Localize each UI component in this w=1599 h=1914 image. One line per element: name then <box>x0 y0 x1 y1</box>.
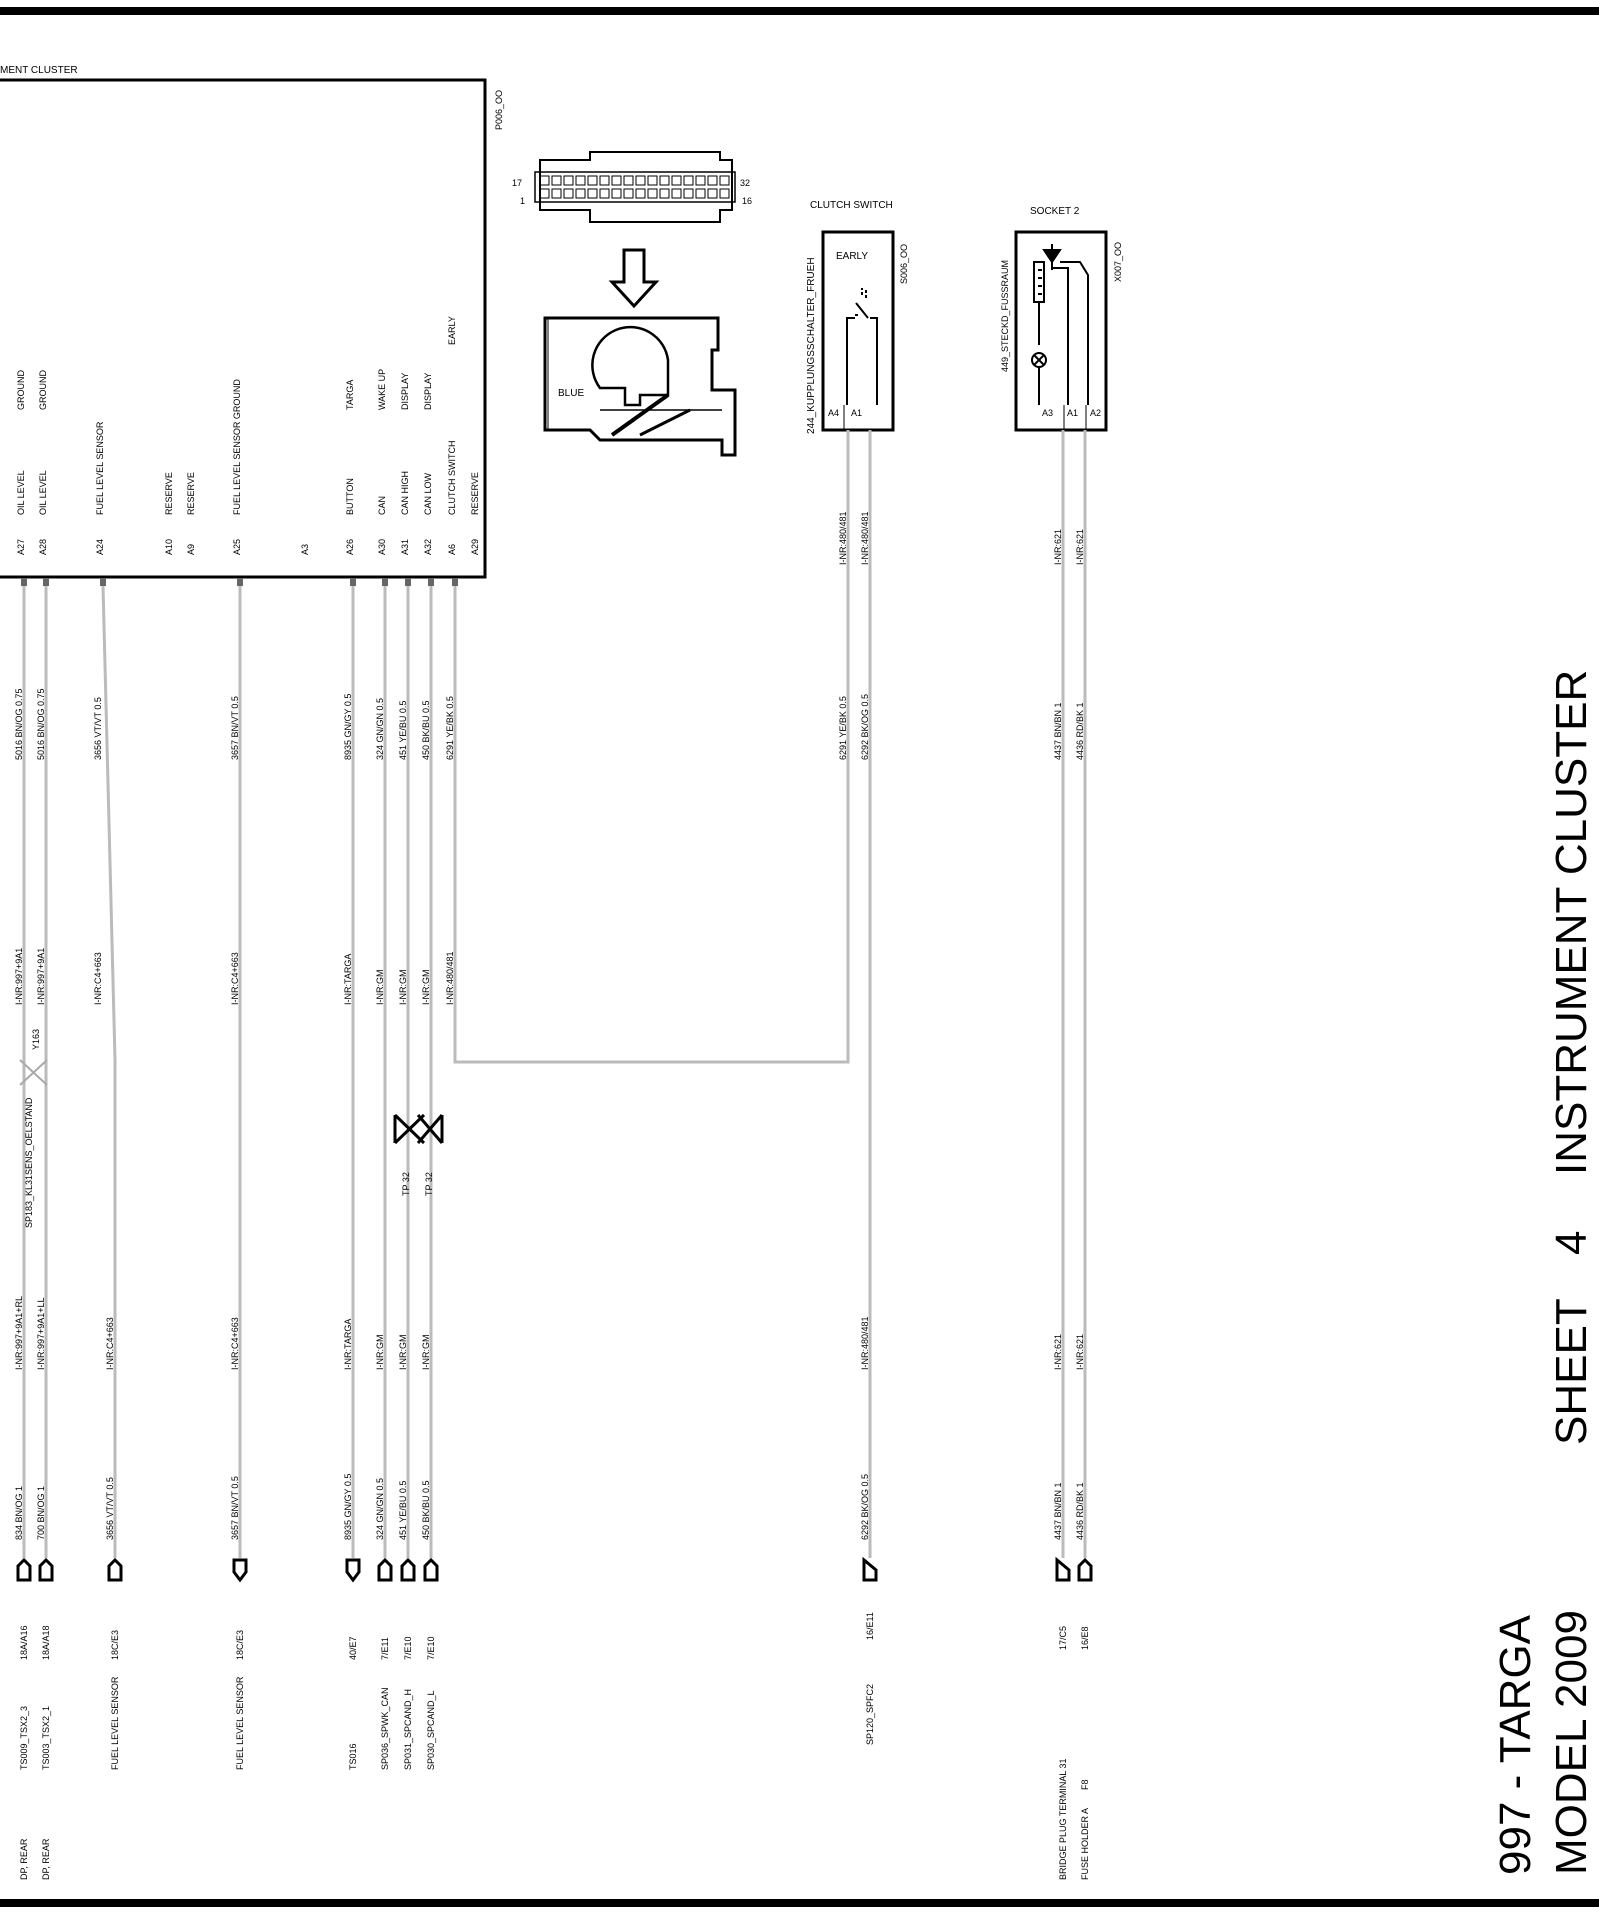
wire-option-upper: I-NR:TARGA <box>343 953 353 1005</box>
cluster-pin-id: A26 <box>345 538 355 555</box>
wire-reference: 16/E11 <box>865 1612 875 1640</box>
wire-id-upper: 451 YE/BU 0.5 <box>398 700 408 760</box>
wire-destination: FUSE HOLDER A <box>1080 1807 1090 1880</box>
connector-cavity <box>684 176 693 185</box>
clutch-switch-name: 244_KUPPLUNGSSCHALTER_FRUEH <box>806 257 817 434</box>
cluster-pin-id: A28 <box>38 538 48 555</box>
cluster-pin-id: A32 <box>423 538 433 555</box>
wire-option-lower: I-NR:480/481 <box>860 1316 870 1370</box>
connector-cavity <box>672 189 681 198</box>
wire-destination-prefix: DP, REAR <box>19 1838 29 1880</box>
model-line-2: MODEL 2009 <box>1547 1610 1596 1875</box>
wire-id-lower: 700 BN/OG 1 <box>36 1485 46 1540</box>
connector-cavity <box>552 176 561 185</box>
wire-id-lower: 450 BK/BU 0.5 <box>421 1480 431 1540</box>
cluster-pin-id: A27 <box>16 538 26 555</box>
connector-cavity <box>588 189 597 198</box>
sheet-number: 4 <box>1547 1230 1596 1255</box>
wire-id-upper: 6291 YE/BK 0.5 <box>838 696 848 760</box>
socket-code: X007_OO <box>1113 241 1123 282</box>
wire-destination-prefix: DP, REAR <box>41 1838 51 1880</box>
sheet-name: INSTRUMENT CLUSTER <box>1547 669 1596 1175</box>
connector-cavity <box>636 189 645 198</box>
wire-destination-extra: F8 <box>1080 1779 1090 1790</box>
connector-arrow-icon <box>402 1560 414 1580</box>
wire-id-lower: 4436 RD/BK 1 <box>1075 1482 1085 1540</box>
wire-reference: 40/E7 <box>348 1636 358 1660</box>
wire-option-lower: I-NR:GM <box>421 1334 431 1370</box>
socket-pin-a2: A2 <box>1090 408 1102 418</box>
wire-option-upper: I-NR:GM <box>398 969 408 1005</box>
connector-cavity <box>552 189 561 198</box>
socket-symbol-icon <box>1032 244 1088 405</box>
clutch-switch-variant: EARLY <box>836 251 869 262</box>
wire-id-lower: 324 GN/GN 0.5 <box>375 1477 385 1540</box>
cluster-label: MENT CLUSTER <box>0 65 78 76</box>
cluster-pin-function: CLUTCH SWITCH <box>447 440 457 515</box>
connector-cavity <box>540 176 549 185</box>
connector-cavity <box>564 176 573 185</box>
cluster-pin-function: CAN HIGH <box>400 470 410 515</box>
wire-id-lower: 8935 GN/GY 0.5 <box>343 1473 353 1540</box>
twisted-pair-label-a: TP 32 <box>401 1172 411 1196</box>
connector-cavity <box>540 189 549 198</box>
connector-cavity <box>636 176 645 185</box>
wire-reference: 18C/E3 <box>110 1629 120 1660</box>
wire-option-lower: I-NR:GM <box>398 1334 408 1370</box>
wire-id-lower: 451 YE/BU 0.5 <box>398 1480 408 1540</box>
wire-option-upper: I-NR:GM <box>421 969 431 1005</box>
wire-id-lower: 3656 VT/VT 0.5 <box>105 1477 115 1540</box>
wire-id-upper: 5016 BN/OG 0.75 <box>36 688 46 760</box>
clutch-pin-a1: A1 <box>851 408 863 418</box>
pin-stub <box>428 578 434 586</box>
cluster-wires <box>14 440 848 1880</box>
cluster-pin-function: OIL LEVEL <box>16 470 26 515</box>
connector-cavity <box>684 189 693 198</box>
wire-option-lower: I-NR:997+9A1+LL <box>36 1297 46 1370</box>
connector-arrow-icon <box>379 1560 391 1580</box>
wire-option-lower: I-NR:621 <box>1053 1333 1063 1370</box>
cluster-pin-detail: EARLY <box>447 316 457 345</box>
cluster-code: P006_OO <box>494 89 504 130</box>
cluster-pin-function: RESERVE <box>164 472 174 515</box>
pin-stub <box>21 578 27 586</box>
cluster-pin-id: A9 <box>186 543 196 555</box>
wire-option-lower: I-NR:TARGA <box>343 1318 353 1370</box>
wire-id-upper: 6292 BK/OG 0.5 <box>860 693 870 760</box>
cluster-box <box>0 80 485 577</box>
connector-arrow-icon <box>1079 1560 1091 1580</box>
connector-arrow-icon <box>234 1560 246 1580</box>
cluster-pin-function: OIL LEVEL <box>38 470 48 515</box>
socket-name: 449_STECKD_FUSSRAUM <box>1000 259 1010 372</box>
wire-option-upper: I-NR:480/481 <box>445 951 455 1005</box>
pin-stub <box>237 578 243 586</box>
connector-cavity <box>588 176 597 185</box>
connector-arrow-icon <box>40 1560 52 1580</box>
wire-destination: TS009_TSX2_3 <box>19 1705 29 1770</box>
clutch-switch-title: CLUTCH SWITCH <box>810 200 893 211</box>
connector-cavity <box>660 189 669 198</box>
connector-arrow-icon <box>347 1560 359 1580</box>
connector-cavity <box>624 176 633 185</box>
wire-option-lower: I-NR:997+9A1+RL <box>14 1295 24 1370</box>
wire-option-lower: I-NR:621 <box>1075 1333 1085 1370</box>
bottom-frame-bar <box>0 1899 1599 1907</box>
connector-cavity <box>564 189 573 198</box>
connector-arrow-icon <box>425 1560 437 1580</box>
connector-arrow-icon <box>18 1560 30 1580</box>
pin-stub <box>43 578 49 586</box>
connector-cavity <box>624 189 633 198</box>
cluster-pin-id: A24 <box>95 538 105 555</box>
connector-cavity <box>600 189 609 198</box>
pin-stub <box>452 578 458 586</box>
pin-stub <box>350 578 356 586</box>
wire-option-lower: I-NR:C4+663 <box>230 1317 240 1370</box>
cluster-pin-id: A3 <box>300 543 310 555</box>
model-line-1: 997 - TARGA <box>1491 1614 1540 1875</box>
wire-id-upper: 3657 BN/VT 0.5 <box>230 696 240 760</box>
wire-reference: 18C/E3 <box>235 1629 245 1660</box>
oil-splice-label: SP183_KL31SENS_OELSTAND <box>24 1097 34 1228</box>
wire-option-upper: I-NR:480/481 <box>860 511 870 565</box>
cluster-pin-function: FUEL LEVEL SENSOR GROUND <box>232 379 242 515</box>
wire-option-upper: I-NR:480/481 <box>838 511 848 565</box>
wire-line <box>455 440 848 1062</box>
wire-destination: BRIDGE PLUG TERMINAL 31 <box>1058 1758 1068 1880</box>
pin-stub <box>405 578 411 586</box>
wire-id-lower: 3657 BN/VT 0.5 <box>230 1476 240 1540</box>
wire-destination: SP030_SPCAND_L <box>426 1690 436 1770</box>
cluster-pin-function: RESERVE <box>186 472 196 515</box>
wire-id-lower: 4437 BN/BN 1 <box>1053 1482 1063 1540</box>
cluster-pin-id: A31 <box>400 538 410 555</box>
connector-cavity <box>576 176 585 185</box>
wire-id-upper: 324 GN/GN 0.5 <box>375 697 385 760</box>
cluster-pin-detail: DISPLAY <box>400 372 410 410</box>
cluster-pin-id: A10 <box>164 538 174 555</box>
top-frame-bar <box>0 7 1599 15</box>
wire-reference: 7/E10 <box>403 1636 413 1660</box>
wire-id-upper: 6291 YE/BK 0.5 <box>445 696 455 760</box>
socket-title: SOCKET 2 <box>1030 206 1080 217</box>
cluster-pin-detail: TARGA <box>345 379 355 410</box>
wire-reference: 18A/A18 <box>41 1625 51 1660</box>
oil-splice-id: Y163 <box>31 1028 41 1050</box>
svg-text:1: 1 <box>520 196 526 206</box>
connector-cavity <box>720 189 729 198</box>
clutch-switch-code: S006_OO <box>899 243 909 284</box>
wire-id-upper: 5016 BN/OG 0.75 <box>14 688 24 760</box>
svg-text:BLUE: BLUE <box>558 388 585 399</box>
connector-face-view <box>512 152 752 222</box>
connector-arrow-icon <box>1057 1560 1069 1580</box>
cluster-pin-id: A29 <box>470 538 480 555</box>
wire-destination: TS016 <box>348 1743 358 1770</box>
cluster-pin-detail: GROUND <box>16 370 26 410</box>
connector-cavity <box>612 176 621 185</box>
connector-cavity <box>648 176 657 185</box>
cluster-pin-id: A6 <box>447 543 457 555</box>
cluster-pin-id: A25 <box>232 538 242 555</box>
cluster-pin-id: A30 <box>377 538 387 555</box>
wire-reference: 16/E8 <box>1080 1626 1090 1650</box>
wire-option-lower: I-NR:GM <box>375 1334 385 1370</box>
connector-cavity <box>648 189 657 198</box>
socket-pin-a1: A1 <box>1067 408 1079 418</box>
pin-stub <box>100 578 106 586</box>
switch-symbol-icon <box>847 288 877 405</box>
wire-id-upper: 3656 VT/VT 0.5 <box>93 697 103 760</box>
connector-cavity <box>720 176 729 185</box>
wire-option-upper: I-NR:997+9A1 <box>36 947 46 1005</box>
connector-cavity <box>696 189 705 198</box>
svg-text:17: 17 <box>512 178 523 188</box>
sheet-label: SHEET <box>1547 1298 1596 1445</box>
cluster-pin-detail: DISPLAY <box>423 372 433 410</box>
wire-reference: 17/C5 <box>1058 1625 1068 1650</box>
wire-reference: 7/E11 <box>380 1637 390 1660</box>
wire-id-upper: 8935 GN/GY 0.5 <box>343 693 353 760</box>
wire-destination: SP120_SPFC2 <box>865 1683 875 1745</box>
socket-pin-a3: A3 <box>1042 408 1054 418</box>
twisted-pair-label-b: TP 32 <box>424 1172 434 1196</box>
wire-id-upper: 450 BK/BU 0.5 <box>421 700 431 760</box>
connector-cavity <box>696 176 705 185</box>
wire-id-lower: 834 BN/OG 1 <box>14 1485 24 1540</box>
twisted-pair-icon <box>395 1115 442 1143</box>
clutch-wires <box>838 430 876 1745</box>
connector-arrow-icon <box>109 1560 121 1580</box>
wire-line <box>103 586 115 1558</box>
svg-text:32: 32 <box>740 178 751 188</box>
cluster-pin-function: CAN <box>377 495 387 515</box>
wire-destination: TS003_TSX2_1 <box>41 1705 51 1770</box>
arrow-down-icon <box>612 250 656 306</box>
cluster-pin-detail: GROUND <box>38 370 48 410</box>
svg-text:16: 16 <box>742 196 753 206</box>
wire-option-upper: I-NR:GM <box>375 969 385 1005</box>
wire-destination: FUEL LEVEL SENSOR <box>110 1676 120 1770</box>
cluster-pin-function: RESERVE <box>470 472 480 515</box>
cluster-pin-function: FUEL LEVEL SENSOR <box>95 421 105 515</box>
wire-destination: SP031_SPCAND_H <box>403 1688 413 1770</box>
socket-wires <box>1053 430 1091 1880</box>
cluster-pin-function: CAN LOW <box>423 472 433 515</box>
cluster-pin-detail: WAKE UP <box>377 368 387 410</box>
clutch-pin-a4: A4 <box>828 408 840 418</box>
connector-housing-view <box>545 318 735 455</box>
wire-id-upper: 4436 RD/BK 1 <box>1075 702 1085 760</box>
wire-option-upper: I-NR:621 <box>1053 528 1063 565</box>
wire-option-upper: I-NR:621 <box>1075 528 1085 565</box>
wire-reference: 7/E10 <box>426 1636 436 1660</box>
wire-id-upper: 4437 BN/BN 1 <box>1053 702 1063 760</box>
wire-option-upper: I-NR:C4+663 <box>230 952 240 1005</box>
connector-cavity <box>576 189 585 198</box>
wire-reference: 18A/A16 <box>19 1625 29 1660</box>
connector-cavity <box>708 176 717 185</box>
connector-cavity <box>672 176 681 185</box>
cluster-pin-labels <box>16 316 480 555</box>
wire-option-upper: I-NR:C4+663 <box>93 952 103 1005</box>
wire-destination: FUEL LEVEL SENSOR <box>235 1676 245 1770</box>
pin-stub <box>382 578 388 586</box>
wire-destination: SP036_SPWK_CAN <box>380 1687 390 1770</box>
connector-arrow-icon <box>864 1560 876 1580</box>
connector-cavity <box>660 176 669 185</box>
wire-id-lower: 6292 BK/OG 0.5 <box>860 1473 870 1540</box>
connector-cavity <box>708 189 717 198</box>
connector-cavity <box>600 176 609 185</box>
wire-option-upper: I-NR:997+9A1 <box>14 947 24 1005</box>
wire-option-lower: I-NR:C4+663 <box>105 1317 115 1370</box>
connector-cavity <box>612 189 621 198</box>
cluster-pin-function: BUTTON <box>345 478 355 515</box>
